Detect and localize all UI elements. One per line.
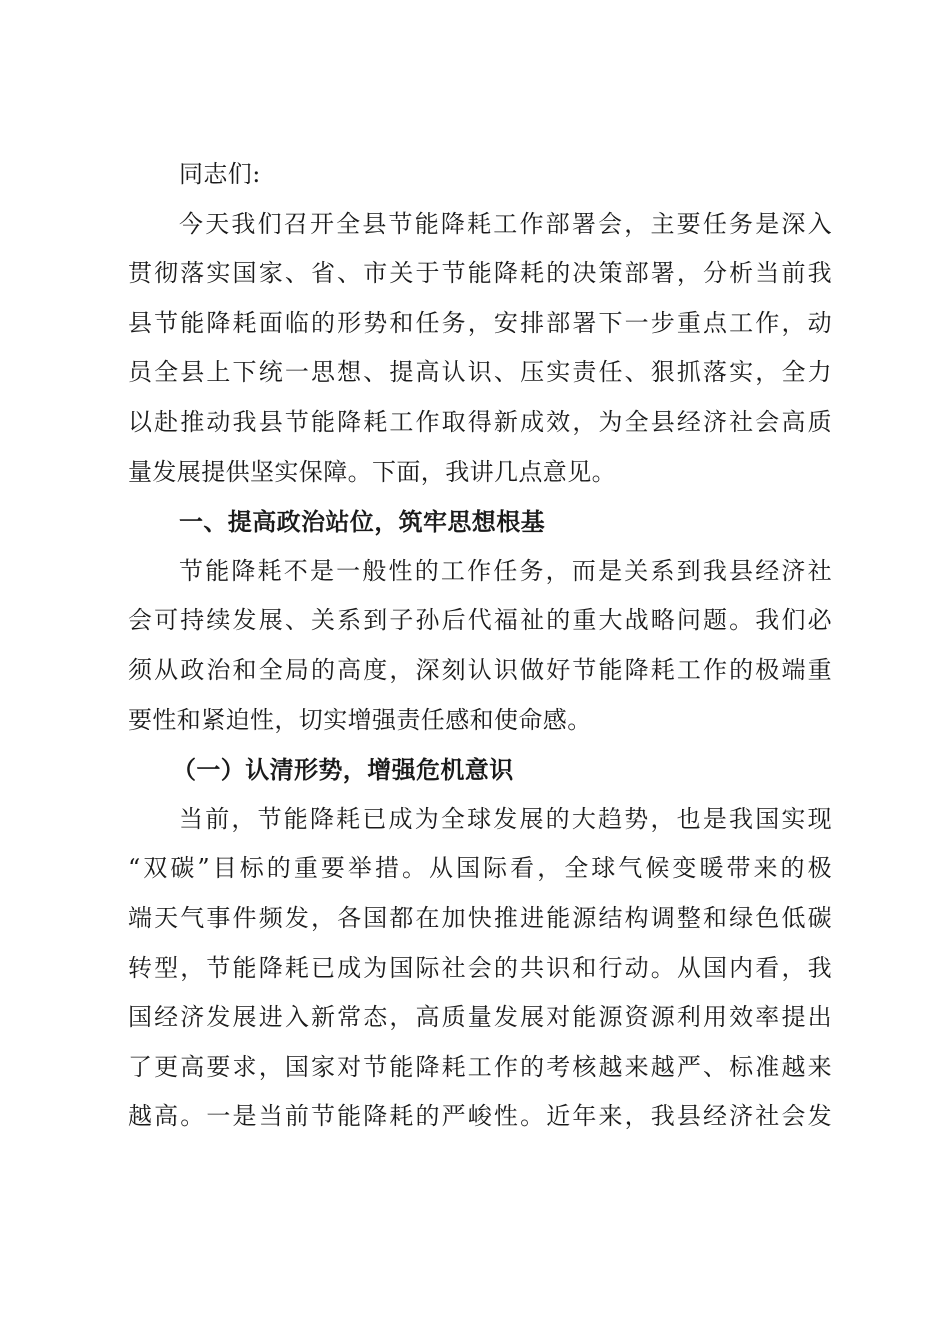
section-heading: 一、提高政治站位，筑牢思想根基 [179,507,545,537]
paragraph-line: 量发展提供坚实保障。下面，我讲几点意见。 [128,457,616,486]
document-page [128,150,832,1142]
intro-paragraph [128,200,832,498]
salutation: 同志们: [179,160,261,188]
paragraph-line: 转型，节能降耗已成为国际社会的共识和行动。从国内看，我 [128,953,832,982]
paragraph-line: 员全县上下统一思想、提高认识、压实责任、狠抓落实，全力 [128,358,832,387]
paragraph-line: “双碳”目标的重要举措。从国际看，全球气候变暖带来的极 [128,854,832,883]
paragraph-line: 会可持续发展、关系到子孙后代福祉的重大战略问题。我们必 [128,606,832,635]
paragraph-line: 县节能降耗面临的形势和任务，安排部署下一步重点工作，动 [128,308,832,337]
paragraph-line: 节能降耗不是一般性的工作任务，而是关系到我县经济社 [179,556,832,585]
paragraph-line: 了更高要求，国家对节能降耗工作的考核越来越严、标准越来 [128,1052,832,1081]
paragraph-line: 越高。一是当前节能降耗的严峻性。近年来，我县经济社会发 [128,1102,832,1131]
paragraph-line: 端天气事件频发，各国都在加快推进能源结构调整和绿色低碳 [128,903,832,932]
paragraph-line: 以赴推动我县节能降耗工作取得新成效，为全县经济社会高质 [128,407,832,436]
paragraph-line: 国经济发展进入新常态，高质量发展对能源资源利用效率提出 [128,1003,832,1032]
paragraph-line: 当前，节能降耗已成为全球发展的大趋势，也是我国实现 [179,804,832,833]
paragraph-line: 贯彻落实国家、省、市关于节能降耗的决策部署，分析当前我 [128,259,832,288]
subsection-heading: （一）认清形势，增强危机意识 [172,755,514,785]
paragraph-line: 要性和紧迫性，切实增强责任感和使命感。 [128,705,592,734]
subsection-paragraph [128,795,832,1142]
section-paragraph [128,547,832,745]
paragraph-line: 今天我们召开全县节能降耗工作部署会，主要任务是深入 [179,209,832,238]
paragraph-line: 须从政治和全局的高度，深刻认识做好节能降耗工作的极端重 [128,655,832,684]
